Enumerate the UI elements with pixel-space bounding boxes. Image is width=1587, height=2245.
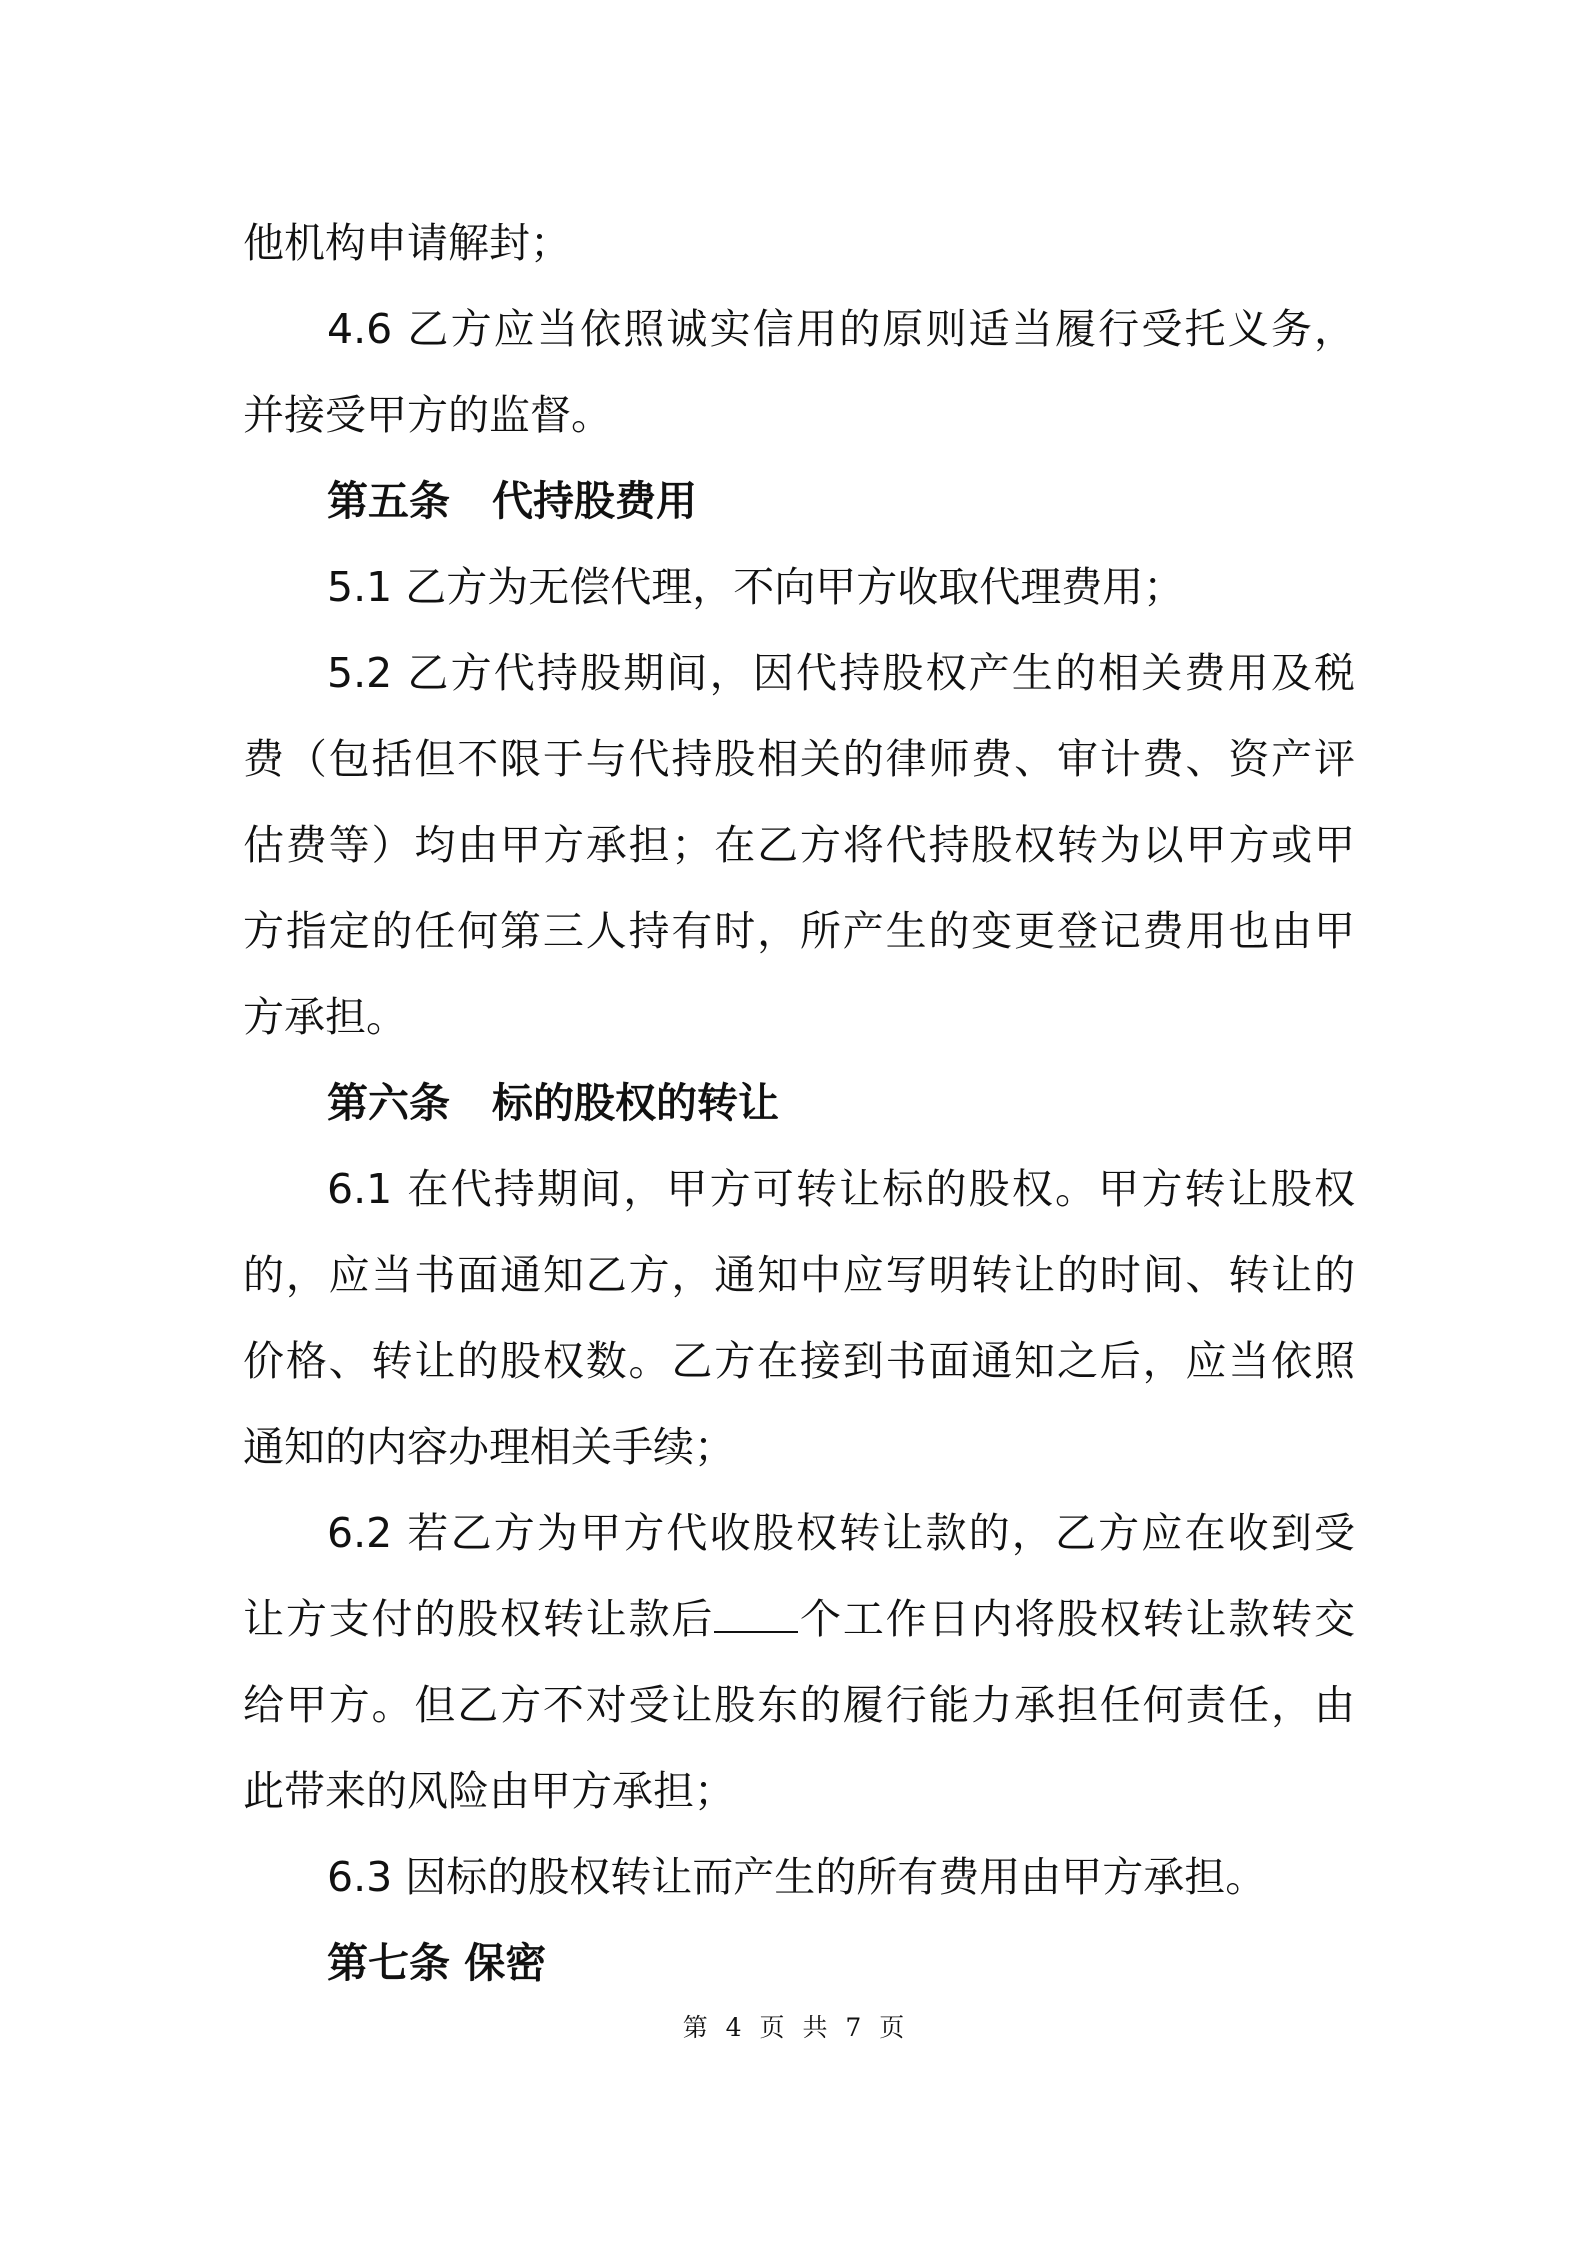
text-segment: 个工作日内将股权转让款转交 [798,1595,1356,1643]
article-6-title: 标的股权的转让 [492,1079,779,1127]
document-body [243,200,1355,2006]
article-5-heading [243,458,1355,544]
body-line: 估费等）均由甲方承担；在乙方将代持股权转为以甲方或甲 [243,821,1355,869]
fill-in-blank [714,1597,798,1633]
page-footer: 第 4 页 共 7 页 [682,2013,905,2042]
clause-5-1: 5.1 乙方为无偿代理，不向甲方收取代理费用； [327,563,1185,611]
clause-4-6: 4.6 乙方应当依照诚实信用的原则适当履行受托义务， [327,305,1355,353]
body-line: 此带来的风险由甲方承担； [243,1767,735,1815]
body-line: 的，应当书面通知乙方，通知中应写明转让的时间、转让的 [243,1251,1355,1299]
article-6-label: 第六条 [327,1079,450,1127]
body-line: 价格、转让的股权数。乙方在接到书面通知之后，应当依照 [243,1337,1355,1385]
clause-6-1: 6.1 在代持期间，甲方可转让标的股权。甲方转让股权 [327,1165,1355,1213]
article-6-heading [243,1060,1355,1146]
text-segment: 让方支付的股权转让款后 [243,1595,715,1643]
body-line: 方承担。 [243,993,407,1041]
body-line: 方指定的任何第三人持有时，所产生的变更登记费用也由甲 [243,907,1355,955]
clause-5-2: 5.2 乙方代持股期间，因代持股权产生的相关费用及税 [327,649,1355,697]
clause-6-2: 6.2 若乙方为甲方代收股权转让款的，乙方应在收到受 [327,1509,1355,1557]
article-7-heading [243,1920,1355,2006]
article-7-title: 保密 [464,1939,547,1987]
article-5-title: 代持股费用 [492,477,697,525]
body-line: 并接受甲方的监督。 [243,391,612,439]
body-line: 费（包括但不限于与代持股相关的律师费、审计费、资产评 [243,735,1355,783]
body-line: 给甲方。但乙方不对受让股东的履行能力承担任何责任，由 [243,1681,1355,1729]
body-line: 通知的内容办理相关手续； [243,1423,735,1471]
clause-6-3: 6.3 因标的股权转让而产生的所有费用由甲方承担。 [327,1853,1267,1901]
article-5-label: 第五条 [327,477,450,525]
body-line: 他机构申请解封； [243,219,571,267]
body-line [243,1576,1355,1662]
article-7-label: 第七条 [327,1939,450,1987]
